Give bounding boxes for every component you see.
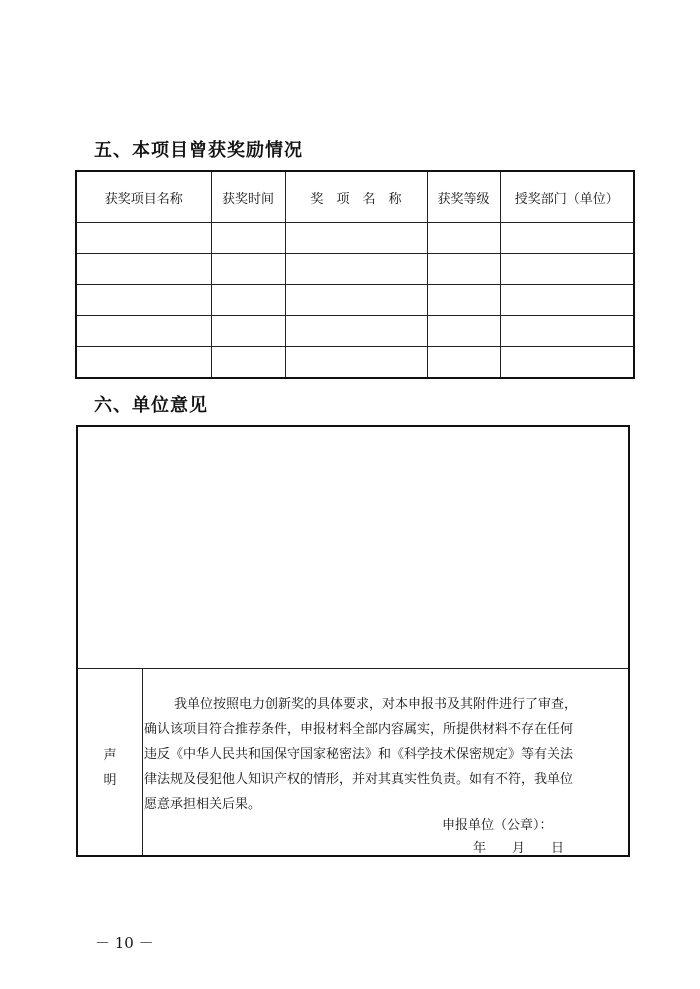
statement-line: 违反《中华人民共和国保守国家秘密法》和《科学技术保密规定》等有关法 — [144, 747, 574, 762]
statement-line: 愿意承担相关后果。 — [144, 797, 262, 812]
cell-award-name[interactable] — [285, 223, 427, 254]
table-row — [76, 316, 634, 347]
cell-award-time[interactable] — [211, 254, 285, 285]
header-project-name: 获奖项目名称 — [76, 171, 211, 223]
awards-header-row — [76, 171, 634, 223]
cell-project-name[interactable] — [76, 316, 211, 347]
cell-project-name[interactable] — [76, 223, 211, 254]
statement-label-char-1: 声 — [103, 748, 117, 763]
cell-award-name[interactable] — [285, 285, 427, 316]
cell-award-name[interactable] — [285, 316, 427, 347]
awards-table — [75, 170, 635, 379]
divider — [78, 668, 628, 669]
cell-award-name[interactable] — [285, 347, 427, 379]
cell-award-level[interactable] — [427, 316, 500, 347]
page-number: － 10 － — [95, 934, 154, 952]
date-label: 年 月 日 — [473, 841, 565, 856]
cell-project-name[interactable] — [76, 254, 211, 285]
cell-awarding-unit[interactable] — [500, 254, 634, 285]
statement-line: 律法规及侵犯他人知识产权的情形，并对其真实性负责。如有不符，我单位 — [144, 772, 574, 787]
cell-awarding-unit[interactable] — [500, 223, 634, 254]
cell-project-name[interactable] — [76, 285, 211, 316]
table-row — [76, 347, 634, 379]
cell-award-level[interactable] — [427, 285, 500, 316]
cell-award-level[interactable] — [427, 347, 500, 379]
cell-award-level[interactable] — [427, 223, 500, 254]
statement-text — [144, 692, 630, 817]
cell-awarding-unit[interactable] — [500, 316, 634, 347]
statement-line: 确认该项目符合推荐条件，申报材料全部内容属实，所提供材料不存在任何 — [144, 722, 574, 737]
cell-award-time[interactable] — [211, 347, 285, 379]
cell-award-time[interactable] — [211, 285, 285, 316]
table-row — [76, 254, 634, 285]
table-row — [76, 285, 634, 316]
opinion-writing-area[interactable] — [78, 427, 628, 668]
cell-project-name[interactable] — [76, 347, 211, 379]
cell-award-time[interactable] — [211, 316, 285, 347]
header-award-name: 奖 项 名 称 — [285, 171, 427, 223]
statement-label-char-2: 明 — [103, 773, 117, 788]
cell-awarding-unit[interactable] — [500, 347, 634, 379]
section-title-awards: 五、本项目曾获奖励情况 — [94, 140, 303, 161]
cell-award-time[interactable] — [211, 223, 285, 254]
header-award-level: 获奖等级 — [427, 171, 500, 223]
cell-award-name[interactable] — [285, 254, 427, 285]
cell-award-level[interactable] — [427, 254, 500, 285]
header-awarding-unit: 授奖部门（单位） — [500, 171, 634, 223]
cell-awarding-unit[interactable] — [500, 285, 634, 316]
header-award-time: 获奖时间 — [211, 171, 285, 223]
statement-label-column — [78, 669, 143, 855]
table-row — [76, 223, 634, 254]
statement-line: 我单位按照电力创新奖的具体要求，对本申报书及其附件进行了审查， — [174, 697, 578, 712]
unit-opinion-box — [76, 425, 630, 857]
signature-label: 申报单位（公章）： — [442, 818, 553, 833]
section-title-unit-opinion: 六、单位意见 — [94, 395, 208, 416]
